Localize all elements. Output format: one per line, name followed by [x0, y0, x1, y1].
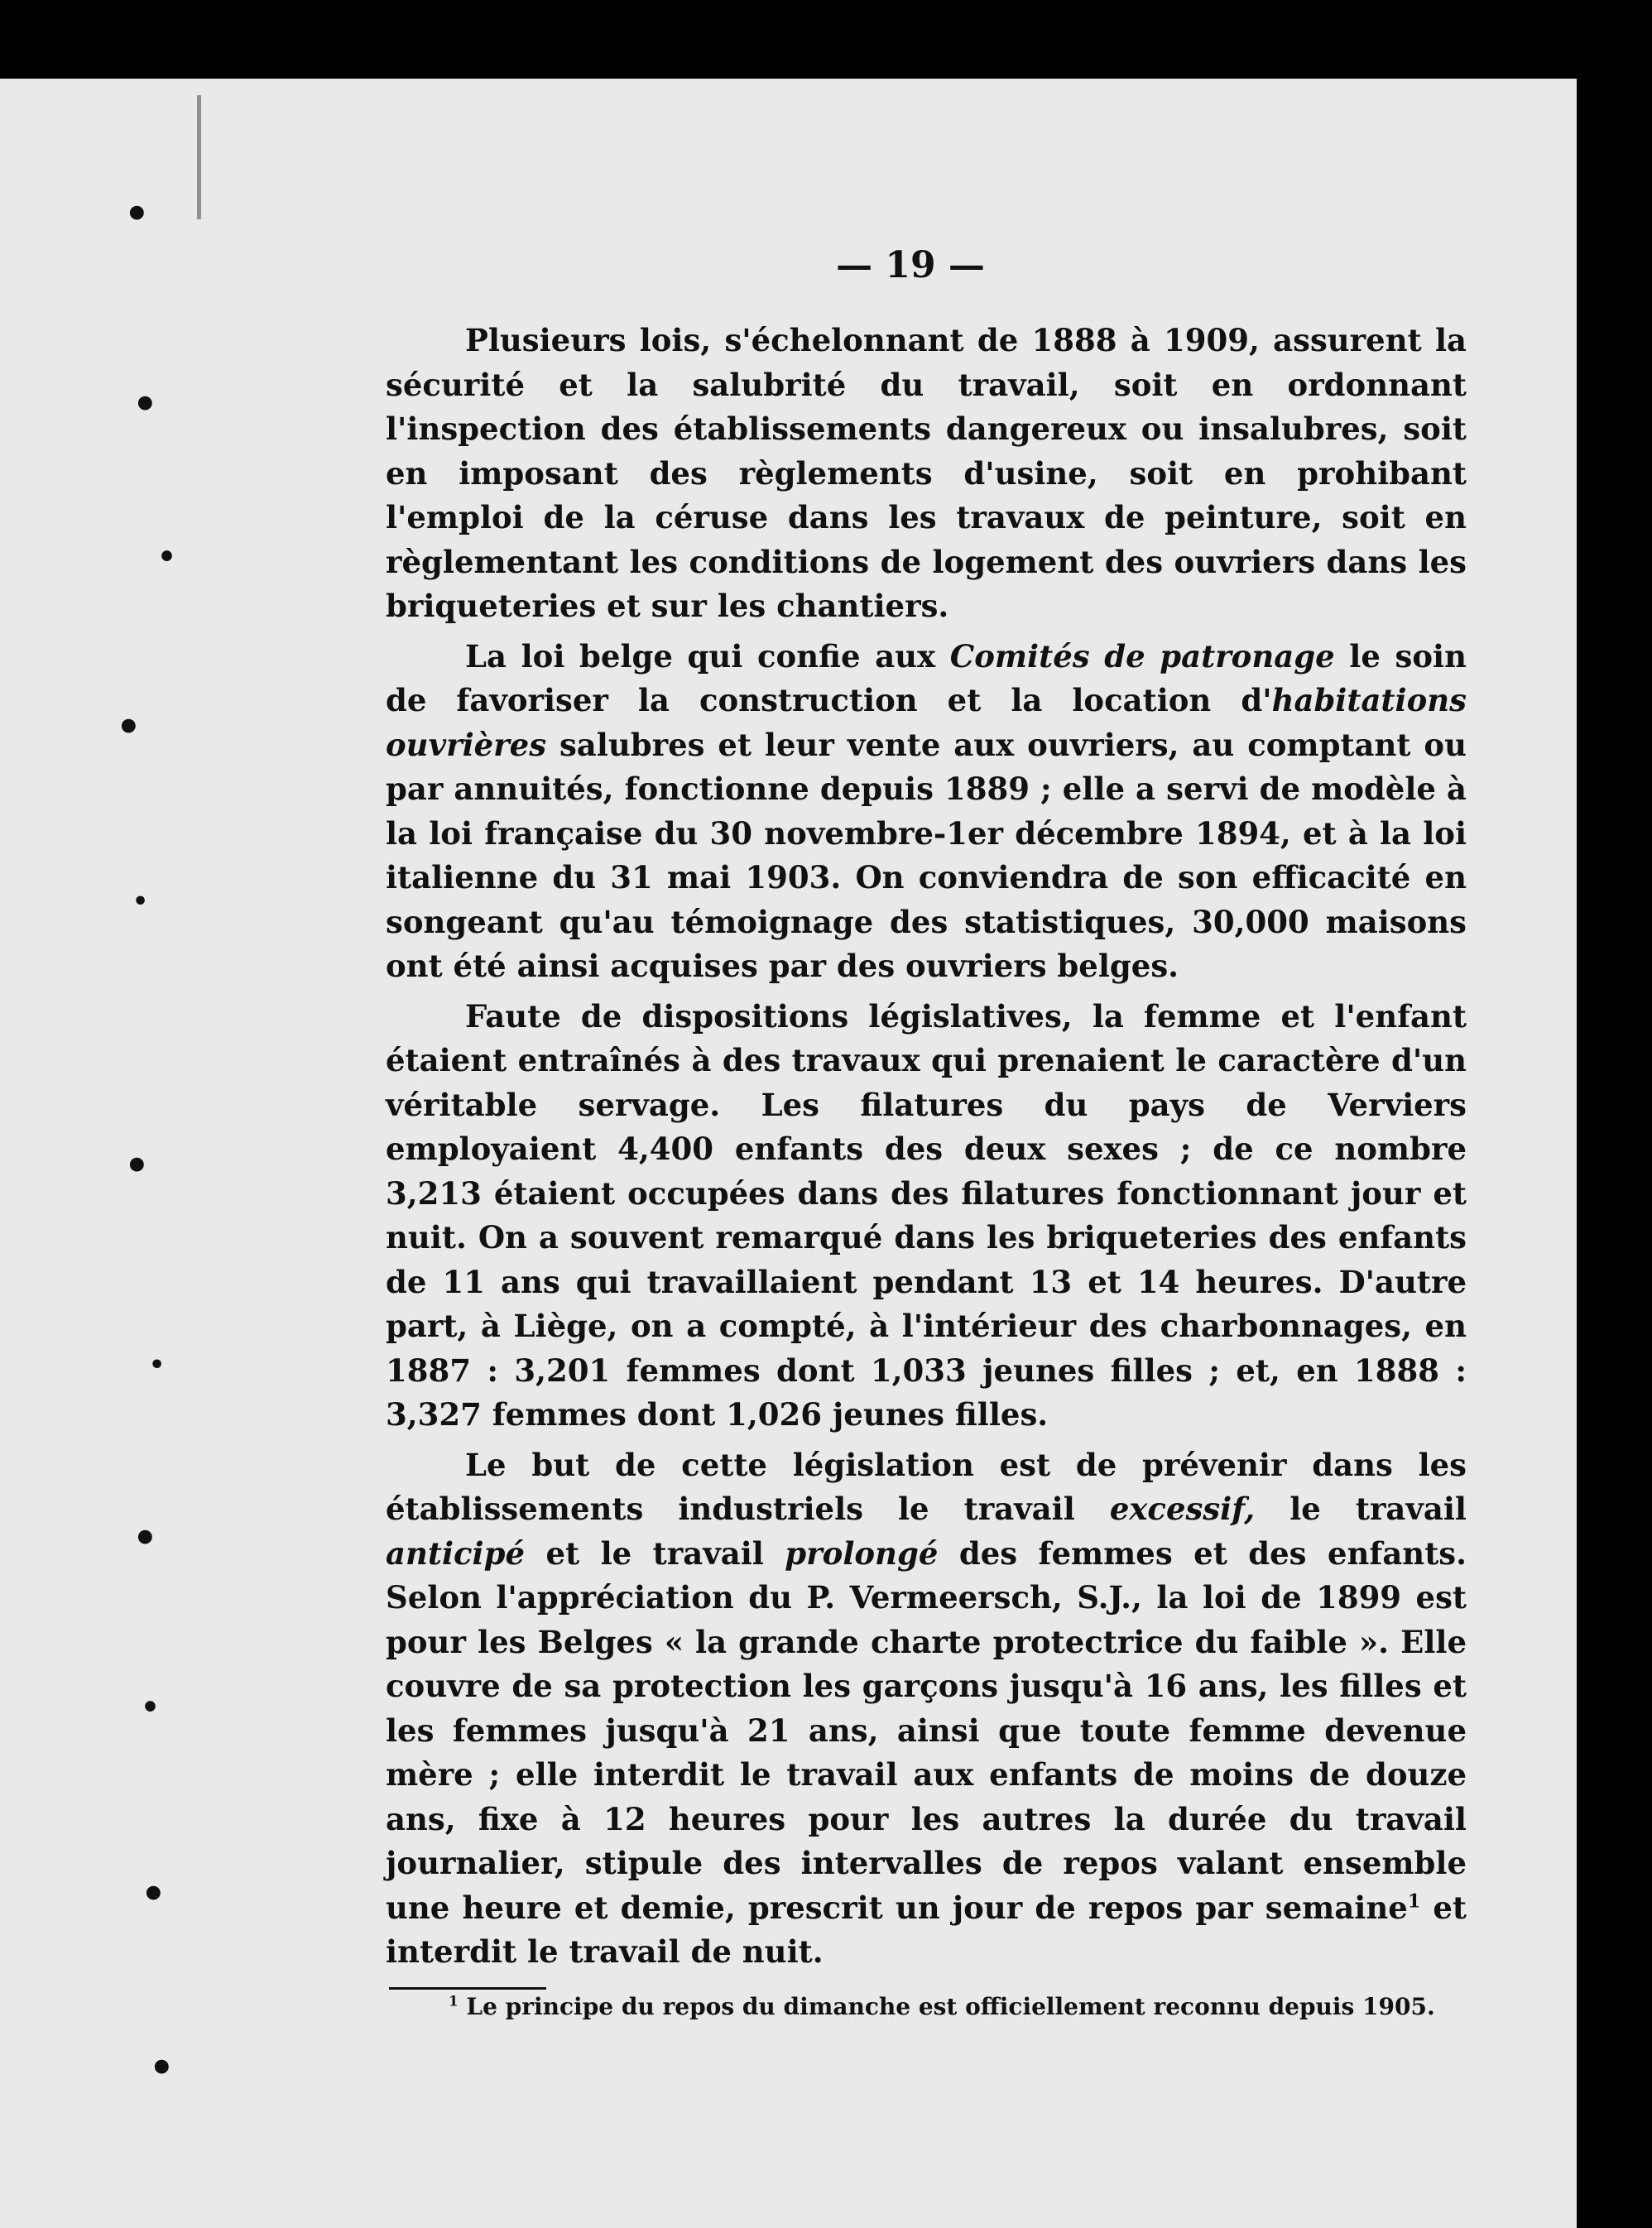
paragraph-2: [386, 635, 1467, 989]
binding-mark: •: [132, 382, 158, 428]
footnote-text: Le principe du repos du dimanche est officiellement reconnu depuis 1905.: [458, 1993, 1435, 2020]
binding-mark: •: [141, 1690, 161, 1725]
binding-mark: •: [124, 191, 150, 238]
paragraph-1: Plusieurs lois, s'échelonnant de 1888 à 1909, assurent la sécurité et la salubrité du travail, soit en ordonnant l'inspection des établissements dangereux ou insalubres, soit en imposant des règlements d'usine, soit en prohibant l'emploi de la céruse dans les travaux de peinture, soit en règlementant les conditions de logement des ouvriers dans les briqueteries et sur les chantiers.: [386, 322, 1467, 624]
paragraph-4-text-4: des femmes et des enfants. Selon l'appréciation du P. Vermeersch, S.J., la loi de 1899 est pour les Belges « la grande charte protectrice du faible ». Elle couvre de sa protection les garçons jusqu'à 16 ans, les filles et les femmes jusqu'à 21 ans, ainsi que toute femme devenue mère ; elle interdit le travail aux enfants de moins de douze ans, fixe à 12 heures pour les autres la durée du travail journalier, stipule des intervalles de repos valant ensemble une heure et demie, prescrit un jour de repos par semaine: [386, 1534, 1467, 1926]
paragraph-2-italic-2: habitations ouvrières: [386, 682, 1467, 763]
binding-mark: •: [116, 704, 142, 751]
binding-mark: •: [157, 540, 177, 574]
binding-mark: •: [141, 1871, 166, 1918]
paragraph-4-text-5: et interdit le travail de nuit.: [386, 1889, 1467, 1970]
page-number: — 19 —: [836, 244, 985, 286]
paragraph-2-text-1: La loi belge qui confie aux: [465, 637, 950, 675]
footnote-divider: [389, 1987, 546, 1990]
paragraph-4-italic-1: excessif,: [1109, 1491, 1256, 1527]
paragraph-2-italic-1: Comités de patronage: [949, 637, 1335, 675]
paragraph-4-italic-2: anticipé: [386, 1534, 526, 1572]
binding-edge-marks: [50, 79, 240, 2228]
footnote-marker: 1: [449, 1992, 459, 2010]
paragraph-4: [386, 1443, 1467, 1975]
binding-mark: •: [132, 1515, 158, 1562]
paragraph-4-italic-3: prolongé: [785, 1534, 939, 1572]
paragraph-3: Faute de dispositions législatives, la femme et l'enfant étaient entraînés à des travaux qui prenaient le caractère d'un véritable servage. Les filatures du pays de Verviers employaient 4,400 enfants des deux sexes ; de ce nombre 3,213 étaient occupées dans des filatures fonctionnant jour et nuit. On a souvent remarqué dans les briqueteries des enfants de 11 ans qui travaillaient pendant 13 et 14 heures. D'autre part, à Liège, on a compté, à l'intérieur des charbonnages, en 1887 : 3,201 femmes dont 1,033 jeunes filles ; et, en 1888 : 3,327 femmes dont 1,026 jeunes filles.: [386, 997, 1467, 1433]
paragraph-4-text-2: le travail: [1255, 1491, 1467, 1527]
paragraph-2-text-3: salubres et leur vente aux ouvriers, au comptant ou par annuités, fonctionne depuis 1889 ; elle a servi de modèle à la loi française du 30 novembre-1er décembre 1894, et à la loi italienne du 31 mai 1903. On conviendra de son efficacité en songeant qu'au témoignage des statistiques, 30,000 maisons ont été ainsi acquises par des ouvriers belges.: [386, 726, 1467, 984]
document-page: [0, 79, 1577, 2228]
footnote: [389, 1992, 1465, 2022]
footnote-reference: 1: [1407, 1890, 1421, 1913]
binding-line: [197, 95, 201, 219]
paragraph-4-text-3: et le travail: [525, 1534, 785, 1572]
paragraph-2-text-2: le soin de favoriser la construction et la location d': [386, 637, 1467, 718]
body-text: [386, 319, 1467, 1981]
binding-mark: •: [132, 887, 149, 916]
paragraph-4-text-1: Le but de cette législation est de prévenir dans les établissements industriels le travail: [386, 1446, 1467, 1527]
binding-mark: •: [149, 1351, 166, 1380]
binding-mark: •: [149, 2045, 175, 2091]
binding-mark: •: [124, 1143, 150, 1189]
